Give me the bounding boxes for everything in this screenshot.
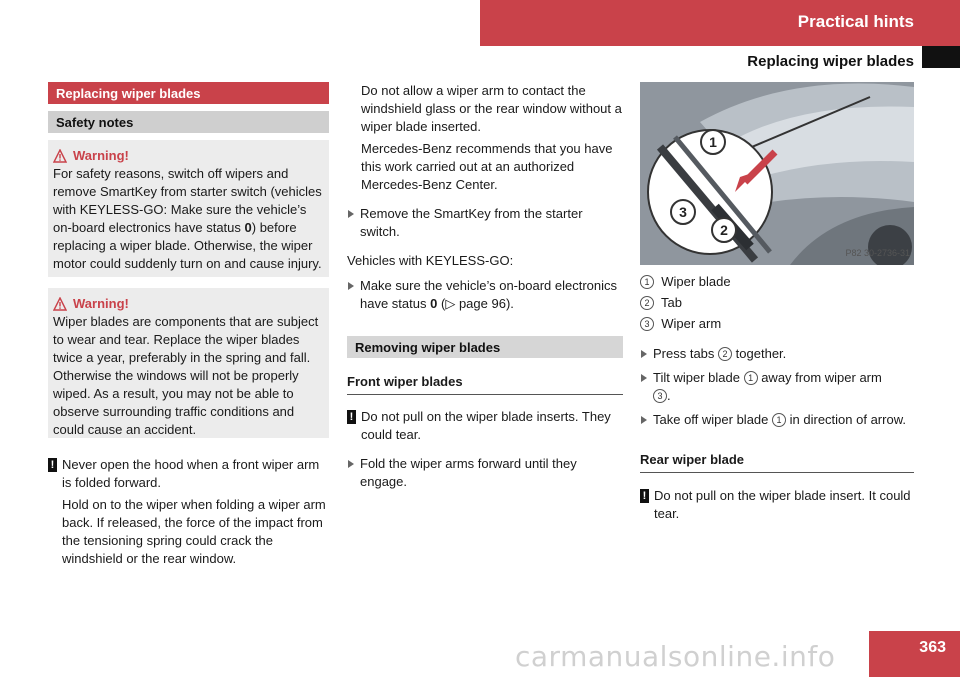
subtitle-marker [922,46,960,68]
front-insert-note: ! Do not pull on the wiper blade inserts. They could tear. [347,408,623,444]
warning-text-1: For safety reasons, switch off wipers and remove SmartKey from starter switch (vehicles with KEYLESS-GO: Make sure the vehicle’s on-board electronics have status 0) before replacing a wiper blade. Otherwise, the wiper motor could suddenly turn on and cause injury. [53,166,322,271]
front-wiper-heading: Front wiper blades [347,373,623,395]
page-subtitle: Replacing wiper blades [747,53,914,70]
step-tilt-blade: Tilt wiper blade 1 away from wiper arm 3 . [640,369,914,405]
middle-column [347,82,623,491]
svg-text:2: 2 [720,222,728,238]
hood-note: ! Never open the hood when a front wiper arm is folded forward. Hold on to the wiper when folding a wiper arm back. If released, the force of the impact from the tensioning spring could crack the windshield or the rear window. [48,456,329,568]
wiper-arm-caution: Do not allow a wiper arm to contact the windshield glass or the rear window without a wiper blade inserted. [361,83,622,134]
legend-item-3: 3 Wiper arm [640,315,914,333]
marker-2-icon: 2 [640,296,654,310]
safety-notes-heading: Safety notes [48,111,329,133]
section-header [480,0,960,46]
removing-heading: Removing wiper blades [347,336,623,358]
step-press-tabs: Press tabs 2 together. [640,345,914,363]
section-heading: Replacing wiper blades [48,82,329,104]
left-column [48,82,329,568]
caution-icon [48,458,57,472]
svg-text:1: 1 [709,134,717,150]
caution-icon [640,489,649,503]
wiper-figure [640,82,914,265]
warning-icon [53,297,67,311]
step-remove-smartkey: Remove the SmartKey from the starter switch. [347,205,623,241]
hold-wiper-note: Hold on to the wiper when folding a wiper arm back. If released, the force of the impact from the tensioning spring could crack the windshield or the rear window. [62,497,326,566]
warning-icon [53,149,67,163]
caution-icon [347,410,356,424]
warning-box-2 [48,288,329,438]
keyless-label: Vehicles with KEYLESS-GO: [347,253,514,268]
warning-text-2: Wiper blades are components that are subject to wear and tear. Replace the wiper blades twice a year, preferably in the spring and fall. Otherwise the windows will not be properly wiped. As a result, you may not be able to observe surrounding traffic conditions and could cause an accident. [53,314,319,437]
legend-item-2: 2 Tab [640,294,914,312]
car-wiper-illustration [640,82,914,265]
legend-item-1: 1 Wiper blade [640,273,914,291]
page-number: 363 [869,631,960,677]
warning-title-2: Warning! [53,294,323,313]
step-take-off-blade: Take off wiper blade 1 in direction of arrow. [640,411,914,429]
right-column [640,82,914,523]
svg-text:3: 3 [679,204,687,220]
rear-wiper-heading: Rear wiper blade [640,451,914,473]
step-fold-arms: Fold the wiper arms forward until they engage. [347,455,623,491]
marker-3-icon: 3 [640,317,654,331]
figure-code: P82 30-2736-31 [845,248,910,258]
marker-1-icon: 1 [640,275,654,289]
warning-box-1 [48,140,329,277]
section-title: Practical hints [797,12,914,31]
watermark: carmanualsonline.info [515,640,836,673]
service-recommendation: Mercedes-Benz recommends that you have this work carried out at an authorized Mercedes-Benz Center. [361,141,613,192]
page-ref-arrow-icon: ▷ [445,296,456,311]
warning-title-1: Warning! [53,146,323,165]
step-check-status: Make sure the vehicle’s on-board electronics have status 0 (▷ page 96). [347,277,623,313]
rear-insert-note: ! Do not pull on the wiper blade insert. It could tear. [640,487,914,523]
